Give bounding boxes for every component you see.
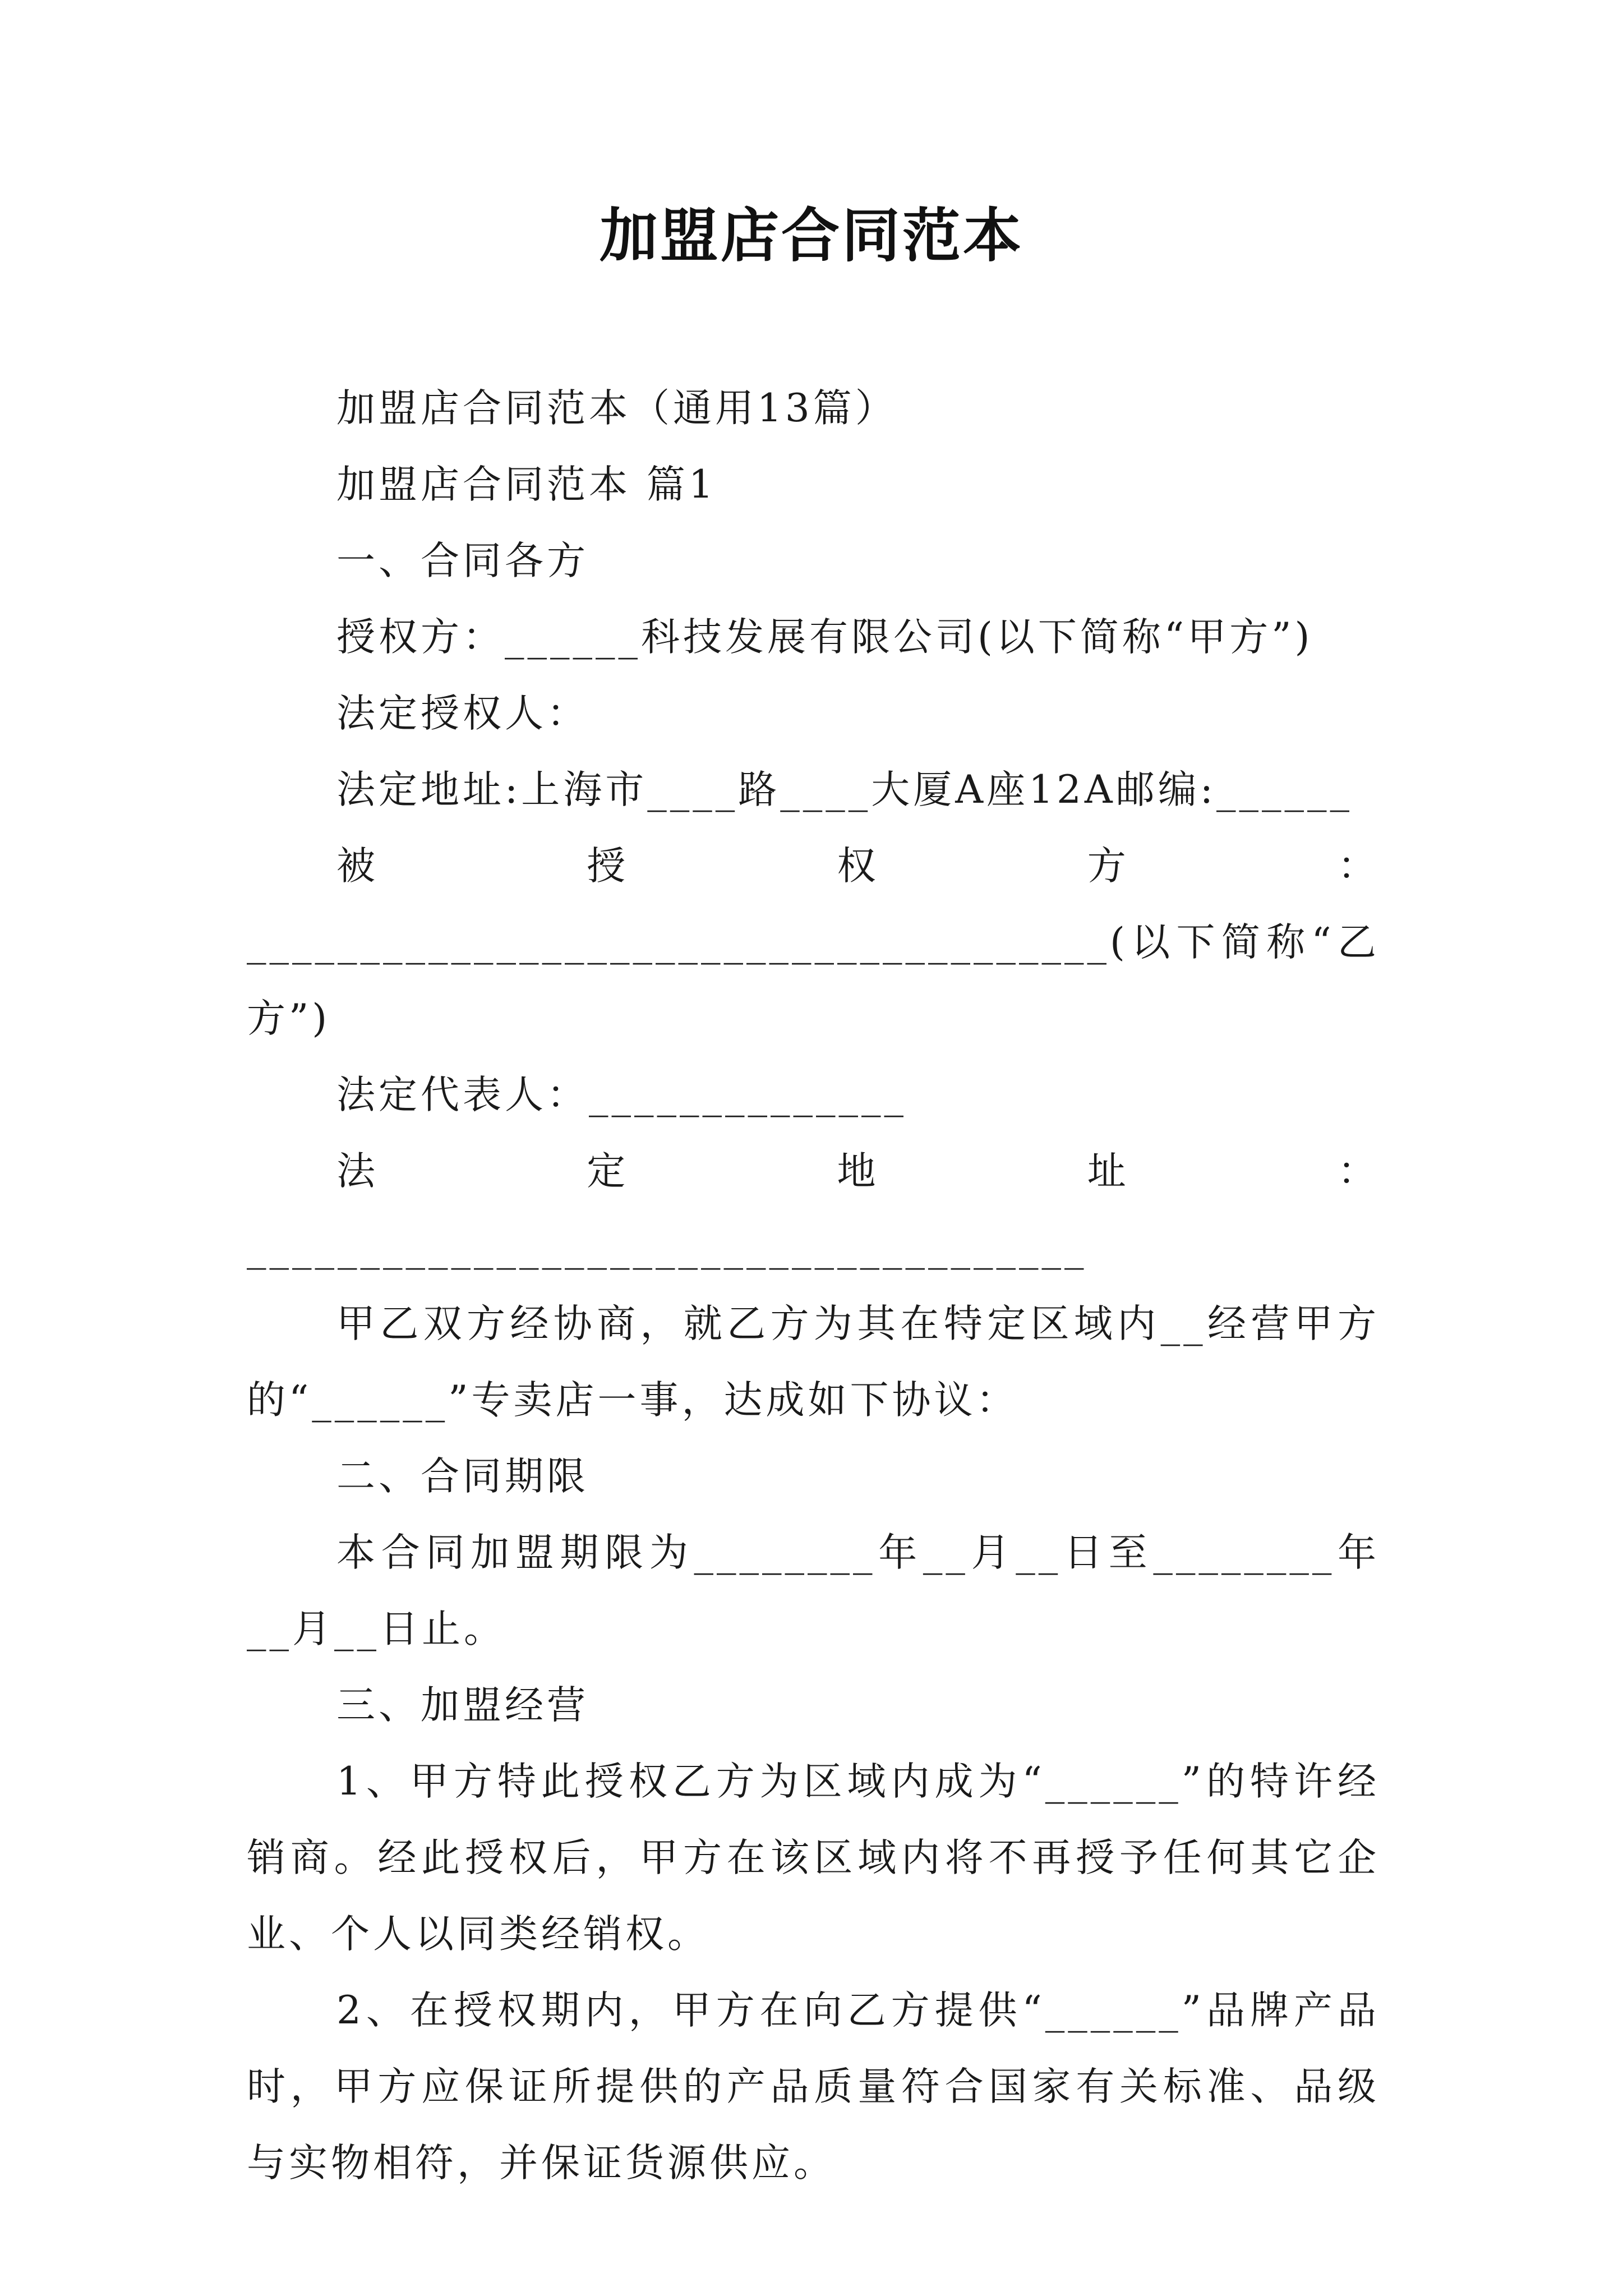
licensor-line: 授权方：______科技发展有限公司(以下简称“甲方”)	[336, 615, 1313, 660]
clause-1-paragraph: 1、甲方特此授权乙方为区域内成为“______”的特许经销商。经此授权后，甲方在该区域内将不再授予任何其它企业、个人以同类经销权。	[247, 1759, 1380, 1957]
section-heading-part1: 加盟店合同范本 篇1	[336, 462, 717, 507]
document-title: 加盟店合同范本	[599, 201, 1023, 270]
licensee-line: 被授权方：______________________________________(以下简称“乙方”)	[247, 844, 1380, 1041]
document-body	[247, 370, 1380, 2201]
legal-representative-line: 法定代表人：______________	[336, 1073, 907, 1117]
heading-parties: 一、合同各方	[336, 539, 589, 583]
licensee-address-line: 法定地址：_____________________________________	[247, 1149, 1380, 1270]
contract-term-paragraph: 本合同加盟期限为________年__月__日至________年__月__日止。	[247, 1530, 1380, 1651]
clause-2-paragraph: 2、在授权期内，甲方在向乙方提供“______”品牌产品时，甲方应保证所提供的产品质量符合国家有关标准、品级与实物相符，并保证货源供应。	[247, 1988, 1380, 2185]
legal-address-line: 法定地址:上海市____路____大厦A座12A邮编:______	[336, 767, 1353, 812]
heading-franchise-operation: 三、加盟经营	[336, 1683, 589, 1728]
legal-authorizer-line: 法定授权人：	[336, 691, 589, 736]
heading-contract-term: 二、合同期限	[336, 1454, 589, 1499]
subtitle: 加盟店合同范本（通用13篇）	[336, 386, 897, 431]
agreement-intro-paragraph: 甲乙双方经协商，就乙方为其在特定区域内__经营甲方的“______”专卖店一事，达成如下协议：	[247, 1301, 1380, 1423]
